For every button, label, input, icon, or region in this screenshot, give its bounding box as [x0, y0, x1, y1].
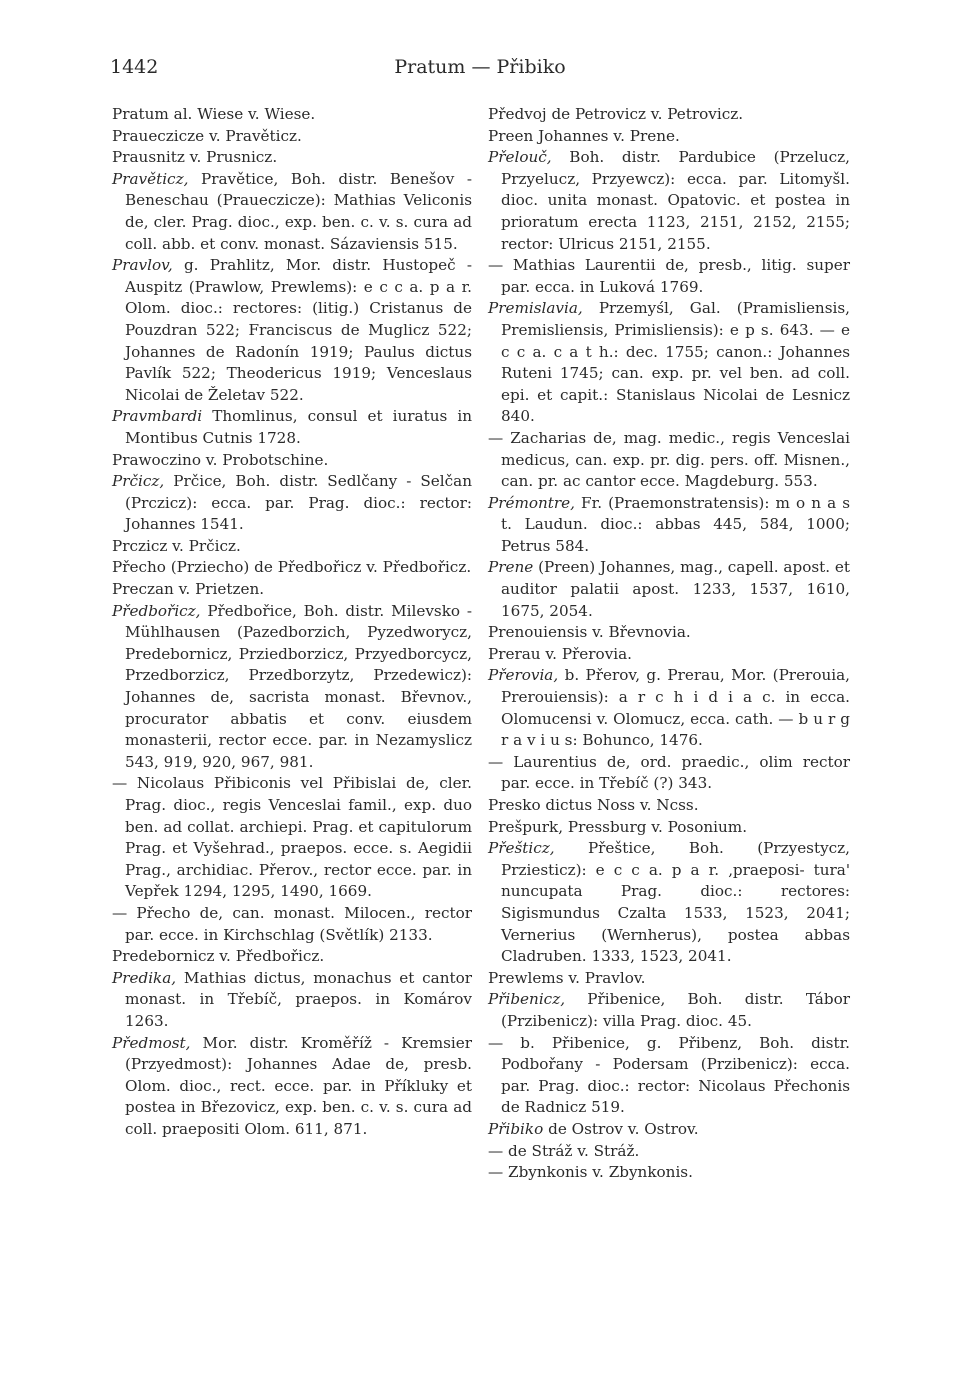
- entry-text: — b. Přibenice, g. Přibenz, Boh. distr. Podbořany - Podersam (Przibenicz): ecca. par. Prag. dioc.: rector: Nicolaus Přechonis de Radnicz 519.: [488, 1033, 850, 1117]
- entry-text: Fr. (Praemonstratensis): m o n a s t. Laudun. dioc.: abbas 445, 584, 1000; Petrus 584.: [501, 493, 850, 555]
- entry-text: Preczan v. Prietzen.: [112, 580, 265, 599]
- entry-headword: Přibiko: [488, 1119, 544, 1138]
- index-entry: [488, 644, 850, 666]
- entry-text: Pravětice, Boh. distr. Benešov - Beneschau (Praueczicze): Mathias Veliconis de, cler. Prag. dioc., exp. ben. c. v. s. cura ad coll. abb. et conv. monast. Sázaviensis 515.: [125, 169, 472, 253]
- index-entry: [488, 298, 850, 428]
- index-entry: [112, 557, 472, 579]
- index-entry: [112, 946, 472, 968]
- entry-text: Prerau v. Přerovia.: [488, 644, 633, 663]
- entry-headword: Předmost,: [112, 1033, 191, 1052]
- index-entry: [488, 1162, 850, 1184]
- page-number: 1442: [110, 56, 159, 78]
- index-entry: [488, 557, 850, 622]
- entry-text: — Laurentius de, ord. praedic., olim rector par. ecce. in Třebíč (?) 343.: [488, 752, 850, 793]
- entry-text: — Nicolaus Přibiconis vel Přibislai de, cler. Prag. dioc., regis Venceslai famil., exp. duo ben. ad collat. archiepi. Prag. et capitulorum Prag. et Vyšehrad., praepos. ecce. s. Aegidii Prag., archidiac. Přerov., rector ecce. par. in Vepřek 1294, 1295, 1490, 1669.: [112, 774, 472, 901]
- index-entry: [488, 126, 850, 148]
- entry-text: Pratum al. Wiese v. Wiese.: [112, 105, 316, 123]
- entry-headword: Pravěticz,: [112, 169, 189, 188]
- entry-text: — Zacharias de, mag. medic., regis Venceslai medicus, can. exp. pr. dig. pers. off. Misnen., can. pr. ac cantor ecce. Magdeburg. 553.: [488, 428, 850, 491]
- entry-headword: Přešticz,: [488, 839, 555, 858]
- index-entry: [112, 406, 472, 449]
- index-entry: [488, 1119, 850, 1141]
- entry-text: Presko dictus Noss v. Ncss.: [488, 796, 699, 814]
- entry-text: Praueczicze v. Pravěticz.: [112, 126, 302, 145]
- entry-text: (Preen) Johannes, mag., capell. apost. et auditor palatii apost. 1233, 1537, 1610, 1675, 2054.: [501, 558, 850, 620]
- entry-text: Prešpurk, Pressburg v. Posonium.: [488, 817, 748, 836]
- index-entry: [488, 838, 850, 968]
- entry-text: Předvoj de Petrovicz v. Petrovicz.: [488, 105, 744, 123]
- index-entry: [112, 126, 472, 148]
- entry-headword: Přelouč,: [488, 148, 552, 167]
- right-column: [488, 104, 850, 1184]
- index-entry: [488, 104, 850, 126]
- entry-headword: Prémontre,: [488, 493, 575, 512]
- index-entry: [488, 1141, 850, 1163]
- index-entry: [112, 968, 472, 1033]
- entry-text: Prčice, Boh. distr. Sedlčany - Selčan (Prczicz): ecca. par. Prag. dioc.: rector: Johannes 1541.: [125, 472, 472, 534]
- entry-text: Prawoczino v. Probotschine.: [112, 450, 329, 469]
- entry-text: Přeštice, Boh. (Przyestycz, Prziesticz): e c c a. p a r. ‚praeposi- tura' nuncupata Prag. dioc.: rectores: Sigismundus Czalta 1533, 1523, 2041; Vernerius (Wernherus), postea abbas Cladruben. 1333, 1523, 2041.: [501, 839, 850, 966]
- entry-text: b. Přerov, g. Prerau, Mor. (Prerouia, Prerouiensis): a r c h i d i a c. in ecca. Olomucensi v. Olomucz, ecca. cath. — b u r g r a v i u s: Bohunco, 1476.: [501, 666, 850, 750]
- entry-text: — de Stráž v. Stráž.: [488, 1141, 640, 1160]
- entry-headword: Pravlov,: [112, 256, 173, 275]
- index-entry: [488, 795, 850, 817]
- index-entry: [488, 428, 850, 493]
- index-entry: [112, 104, 472, 126]
- entry-headword: Prene: [488, 558, 534, 577]
- index-entry: [488, 255, 850, 298]
- entry-headword: Prčicz,: [112, 472, 165, 491]
- page-header: [110, 56, 850, 86]
- entry-headword: Pravmbardi: [112, 407, 203, 426]
- entry-text: Prewlems v. Pravlov.: [488, 968, 646, 987]
- entry-text: Předbořice, Boh. distr. Milevsko - Mühlhausen (Pazedborzich, Pyzedworycz, Predebornicz, Prziedborzicz, Przyedborcycz, Przedborzicz, Przedborzytz, Przedewicz): Johannes de, sacrista monast. Břevnov., procurator abbatis et conv. eiusdem monasterii, rector ecce. par. in Nezamyslicz 543, 919, 920, 967, 981.: [125, 601, 472, 771]
- index-entry: [488, 493, 850, 558]
- index-entry: [112, 147, 472, 169]
- index-entry: [112, 601, 472, 774]
- entry-headword: Predika,: [112, 968, 177, 987]
- entry-headword: Přibenicz,: [488, 990, 566, 1009]
- index-entry: [488, 622, 850, 644]
- entry-text: Thomlinus, consul et iuratus in Montibus Cutnis 1728.: [125, 407, 472, 447]
- entry-text: Boh. distr. Pardubice (Przelucz, Przyelucz, Przyewcz): ecca. par. Litomyšl. dioc. unita monast. Opatovic. et postea in prioratum erecta 1123, 2151, 2152, 2155; rector: Ulricus 2151, 2155.: [501, 148, 850, 253]
- entry-headword: Premislavia,: [488, 299, 583, 318]
- entry-text: Mathias dictus, monachus et cantor monast. in Třebíč, praepos. in Komárov 1263.: [125, 968, 472, 1030]
- index-entry: [488, 1033, 850, 1119]
- index-entry: [112, 1033, 472, 1141]
- entry-text: Prausnitz v. Prusnicz.: [112, 148, 278, 167]
- entry-text: Prczicz v. Prčicz.: [112, 536, 241, 555]
- running-head: Pratum — Přibiko: [394, 56, 566, 78]
- entry-text: Preen Johannes v. Prene.: [488, 126, 680, 145]
- entry-text: — Zbynkonis v. Zbynkonis.: [488, 1163, 693, 1182]
- entry-headword: Předbořicz,: [112, 601, 201, 620]
- index-entry: [112, 536, 472, 558]
- index-entry: [488, 665, 850, 751]
- entry-text: Przemyśl, Gal. (Pramisliensis, Premisliensis, Primisliensis): e p s. 643. — e c c a. c a t h.: dec. 1755; canon.: Johannes Ruteni 1745; can. exp. pr. vel ben. ad coll. epi. et capit.: Stanislaus Nicolai de Lesnicz 840.: [501, 299, 850, 426]
- entry-text: Přibenice, Boh. distr. Tábor (Przibenicz): villa Prag. dioc. 45.: [501, 990, 850, 1030]
- index-entry: [488, 752, 850, 795]
- entry-text: de Ostrov v. Ostrov.: [543, 1119, 699, 1138]
- left-column: [112, 104, 472, 1141]
- index-entry: [488, 147, 850, 255]
- entry-text: Predebornicz v. Předbořicz.: [112, 947, 325, 966]
- index-entry: [112, 255, 472, 406]
- entry-text: g. Prahlitz, Mor. distr. Hustopeč - Auspitz (Prawlow, Prewlems): e c c a. p a r. Olom. dioc.: rectores: (litig.) Cristanus de Pouzdran 522; Franciscus de Muglicz 522; Johannes de Radonín 1919; Paulus dictus Pavlík 522; Theodericus 1919; Venceslaus Nicolai de Želetav 522.: [125, 256, 472, 404]
- entry-text: — Mathias Laurentii de, presb., litig. super par. ecca. in Luková 1769.: [488, 256, 850, 296]
- index-entry: [112, 169, 472, 255]
- entry-text: Přecho (Prziecho) de Předbořicz v. Předbořicz.: [112, 558, 472, 577]
- index-entry: [488, 968, 850, 990]
- index-entry: [488, 989, 850, 1032]
- index-entry: [112, 579, 472, 601]
- entry-text: Prenouiensis v. Břevnovia.: [488, 623, 691, 642]
- entry-headword: Přerovia,: [488, 666, 559, 685]
- index-entry: [112, 471, 472, 536]
- entry-text: — Přecho de, can. monast. Milocen., rector par. ecce. in Kirchschlag (Světlík) 2133.: [112, 903, 472, 944]
- index-entry: [112, 773, 472, 903]
- entry-text: Mor. distr. Kroměříž - Kremsier (Przyedmost): Johannes Adae de, presb. Olom. dioc., rect. ecce. par. in Příkluky et postea in Březovicz, exp. ben. c. v. s. cura ad coll. praepositi Olom. 611, 871.: [125, 1033, 472, 1138]
- index-entry: [112, 903, 472, 946]
- index-entry: [488, 817, 850, 839]
- index-entry: [112, 450, 472, 472]
